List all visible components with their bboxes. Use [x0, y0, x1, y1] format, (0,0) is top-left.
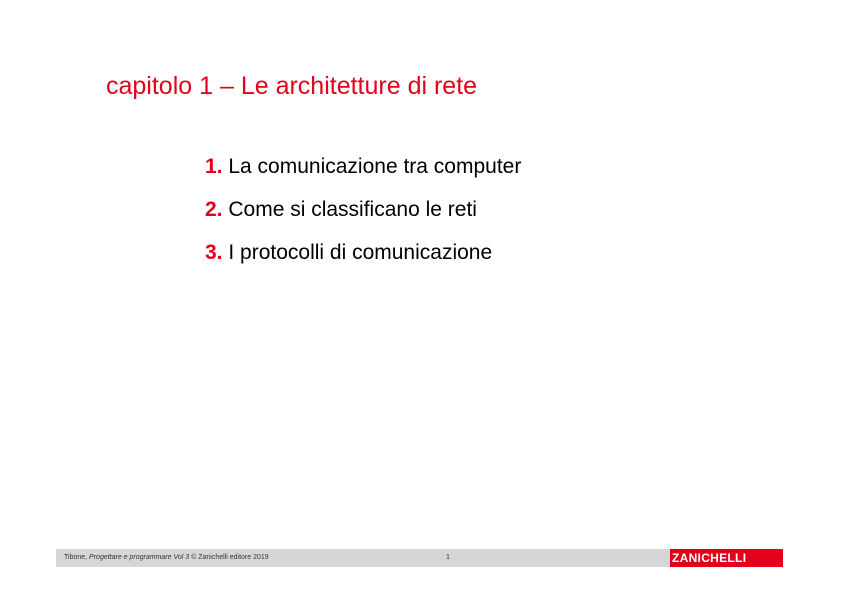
footer-credit — [64, 549, 269, 567]
toc-item-number: 2. — [205, 198, 223, 221]
toc-item-text: I protocolli di comunicazione — [228, 241, 493, 264]
toc-item-number: 3. — [205, 241, 223, 264]
slide-title: capitolo 1 – Le architetture di rete — [106, 72, 478, 100]
toc-item — [205, 195, 521, 225]
toc-item-text: La comunicazione tra computer — [228, 155, 522, 178]
footer-bar — [56, 549, 783, 567]
toc-item-number: 1. — [205, 155, 223, 178]
publisher-logo: ZANICHELLI — [670, 549, 783, 567]
footer-book-title: Progettare e programmare Vol 3 — [89, 554, 190, 561]
toc-item-text: Come si classificano le reti — [228, 198, 477, 221]
toc-item — [205, 152, 521, 182]
toc-item — [205, 238, 521, 268]
footer-publisher: © Zanichelli editore 2019 — [189, 554, 269, 561]
footer-author: Tibone, — [64, 554, 90, 561]
table-of-contents — [205, 152, 521, 281]
page-number: 1 — [446, 554, 450, 561]
